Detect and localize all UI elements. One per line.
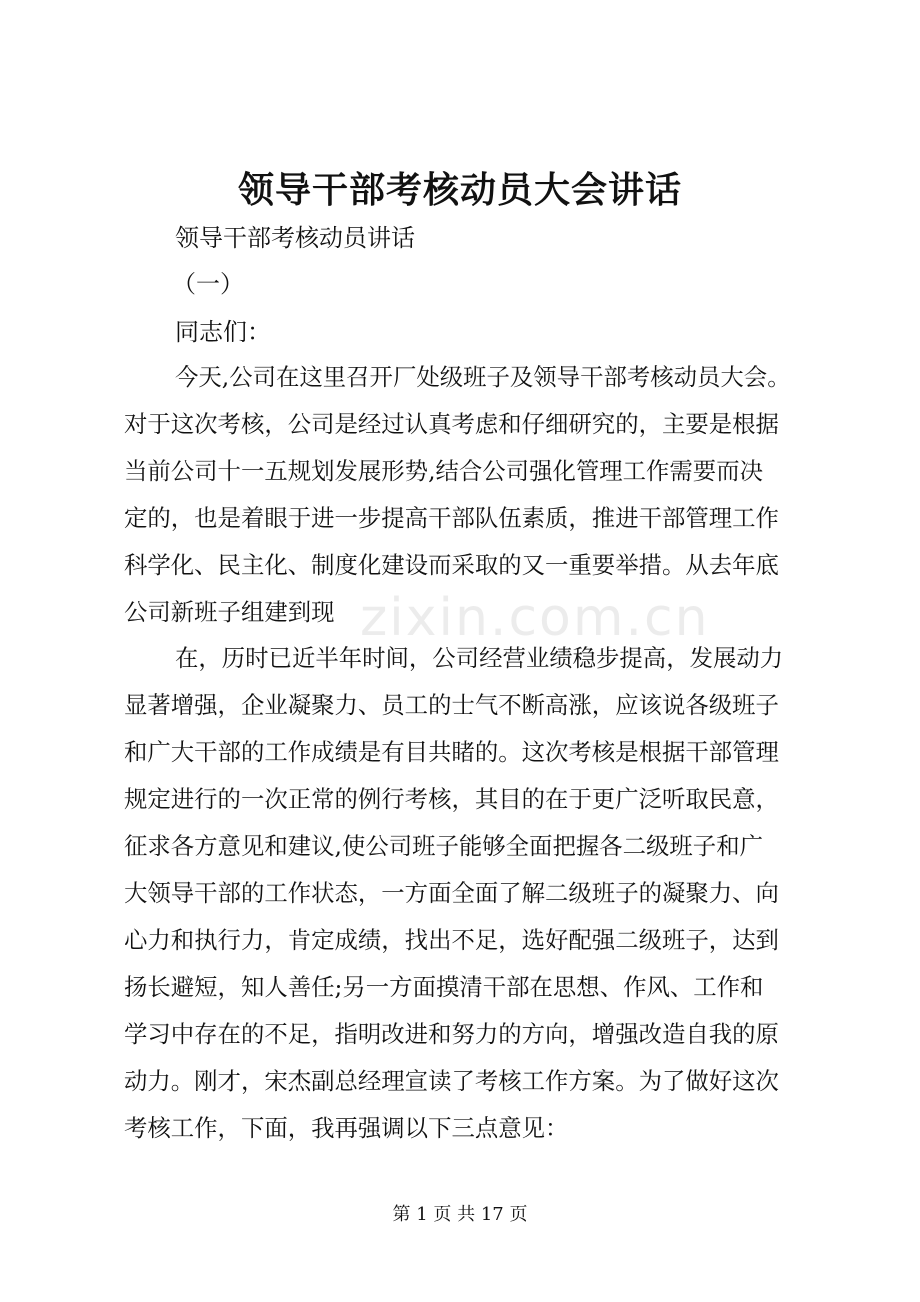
paragraph-line: 今天,公司在这里召开厂处级班子及领导干部考核动员大会。	[175, 363, 791, 391]
paragraph-line: 对于这次考核，公司是经过认真考虑和仔细研究的，主要是根据	[124, 410, 779, 438]
paragraph-line: 学习中存在的不足，指明改进和努力的方向，增强改造自我的原	[124, 1020, 779, 1048]
paragraph-line: 科学化、民主化、制度化建设而采取的又一重要举措。从去年底	[124, 551, 779, 579]
paragraph-line: 定的，也是着眼于进一步提高干部队伍素质，推进干部管理工作	[124, 504, 779, 532]
paragraph-line: 显著增强，企业凝聚力、员工的士气不断高涨，应该说各级班子	[124, 691, 779, 719]
paragraph-line: 扬长避短，知人善任;另一方面摸清干部在思想、作风、工作和	[124, 973, 764, 1001]
page-footer: 第 1 页 共 17 页	[392, 1204, 528, 1225]
paragraph-line: 和广大干部的工作成绩是有目共睹的。这次考核是根据干部管理	[124, 738, 779, 766]
watermark: zixin.com.cn	[360, 588, 710, 648]
paragraph-line: 考核工作，下面，我再强调以下三点意见：	[124, 1114, 569, 1142]
paragraph-line: 规定进行的一次正常的例行考核，其目的在于更广泛听取民意，	[124, 785, 779, 813]
paragraph-line: 征求各方意见和建议,使公司班子能够全面把握各二级班子和广	[124, 832, 763, 860]
section-number: （一）	[172, 270, 244, 298]
paragraph-line: 当前公司十一五规划发展形势,结合公司强化管理工作需要而决	[124, 457, 763, 485]
paragraph-line: 在，历时已近半年时间，公司经营业绩稳步提高，发展动力	[175, 644, 784, 672]
paragraph-line: 公司新班子组建到现	[124, 598, 335, 626]
paragraph-line: 心力和执行力，肯定成绩，找出不足，选好配强二级班子，达到	[124, 926, 779, 954]
paragraph-line: 动力。刚才，宋杰副总经理宣读了考核工作方案。为了做好这次	[124, 1067, 779, 1095]
subtitle-line: 领导干部考核动员讲话	[175, 224, 415, 252]
paragraph-line: 大领导干部的工作状态，一方面全面了解二级班子的凝聚力、向	[124, 879, 779, 907]
salutation: 同志们：	[175, 318, 271, 346]
document-title: 领导干部考核动员大会讲话	[237, 169, 682, 211]
